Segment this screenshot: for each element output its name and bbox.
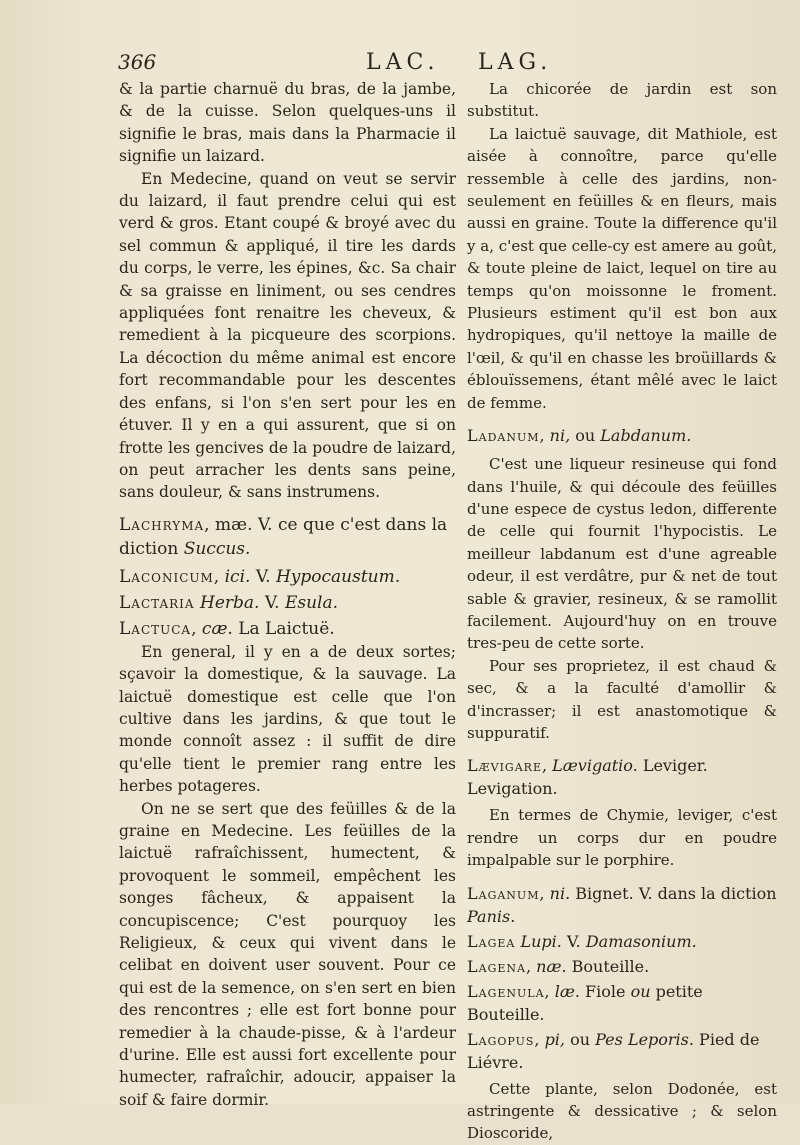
paragraph: La laictuë sauvage, dit Mathiole, est aisée à connoître, parce qu'elle ressemble à celle des jardins, non-seulement en feüilles & en fleurs, mais aussi en graine. Toute la difference qu'il y a, c'est que celle-cy est amere au goût, & toute pleine de laict, lequel on tire au temps qu'on moissonne le froment. Plusieurs estiment qu'il est bon aux hydropiques, qu'il nettoye la maille de l'œil, & qu'il en chasse les broüillards & éblouïssemens, étant mêlé avec le laict de femme. — [467, 124, 777, 412]
headword: Ladanum — [467, 426, 540, 446]
headword: Lævigare — [467, 756, 542, 776]
left-column — [119, 78, 456, 1111]
paragraph: En Medecine, quand on veut se servir du laizard, il faut prendre celui qui est verd & gros. Etant coupé & broyé avec du sel commun & appliqué, il tire les dards du corps, le verre, les épines, &c. Sa chair & sa graisse en liniment, ou ses cendres appliquées font renaitre les cheveux, & remedient à la picqueure des scorpions. La décoction du même animal est encore fort recommandable pour les descentes des enfans, si l'on s'en sert pour les en étuver. Il y en a qui assurent, que si on frotte les gencives de la poudre de laizard, on peut arracher les dents sans peine, sans douleur, & sans instrumens. — [119, 169, 456, 502]
entry-laevigare: Lævigare, Lævigatio. Leviger. Levigation. — [467, 756, 708, 799]
headword: Lagopus — [467, 1029, 535, 1049]
entry-lachryma: Lachryma, mæ. V. ce que c'est dans la diction Succus. — [119, 514, 448, 559]
paragraph: & la partie charnuë du bras, de la jambe, & de la cuisse. Selon quelques-uns il signifie le bras, mais dans la Pharmacie il signifie un laizard. — [119, 80, 456, 166]
headword: Lactuca — [119, 618, 192, 639]
page-number: 366 — [118, 50, 157, 74]
page-header — [0, 50, 800, 80]
headword: Lactaria — [119, 592, 195, 613]
entry-lactaria: Lactaria Herba. V. Esula. — [119, 592, 339, 613]
headword: Lagenula — [467, 981, 545, 1001]
paragraph: La chicorée de jardin est son substitut. — [467, 80, 777, 121]
paragraph: En general, il y en a de deux sortes; sçavoir la domestique, & la sauvage. La laictuë domestique est celle que l'on cultive dans les jardins, & que tout le monde connoît assez : il suffit de dire qu'elle tient le premier rang entre les herbes potageres. — [119, 642, 456, 796]
headword: Lachryma — [119, 514, 205, 535]
headword: Lagena — [467, 956, 526, 976]
entry-ladanum: Ladanum, ni, ou Labdanum. — [467, 426, 692, 446]
entry-lactuca: Lactuca, cæ. La Laictuë. — [119, 618, 335, 639]
headword: Lagea — [467, 931, 516, 951]
paragraph: Pour ses proprietez, il est chaud & sec, & a la faculté d'amollir & d'incrasser; il est anastomotique & suppuratif. — [467, 656, 777, 742]
entry-lagena: Lagena, næ. Bouteille. — [467, 956, 650, 976]
entry-lagenula: Lagenula, læ. Fiole ou petite Bouteille. — [467, 981, 703, 1024]
paragraph: Cette plante, selon Dodonée, est astringente & dessicative ; & selon Dioscoride, — [467, 1079, 777, 1143]
right-column — [467, 78, 777, 1145]
entry-lagea: Lagea Lupi. V. Damasonium. — [467, 931, 697, 951]
entry-lagopus: Lagopus, pi, ou Pes Leporis. Pied de Liévre. — [467, 1029, 760, 1072]
paragraph: On ne se sert que des feüilles & de la graine en Medecine. Les feüilles de la laictuë rafraîchissent, humectent, & provoquent le sommeil, empêchent les songes fâcheux, & appaisent la concupiscence; C'est pourquoy les Religieux, & ceux qui vivent dans le celibat en doivent user souvent. Pour ce qui est de la semence, on s'en sert en bien des rencontres ; elle est fort bonne pour remedier à la chaude-pisse, & à l'ardeur d'urine. Elle est aussi fort excellente pour humecter, rafraîchir, adoucir, appaiser la soif & faire dormir. — [119, 799, 456, 1109]
paragraph: C'est une liqueur resineuse qui fond dans l'huile, & qui découle des feüilles d'une espece de cystus ledon, differente de celle qui fournit l'hypocistis. Le meilleur labdanum est d'une agreable odeur, il est verdâtre, pur & net de tout sable & gravier, resineux, & se ramollit facilement. Aujourd'huy on en trouve tres-peu de cette sorte. — [467, 455, 777, 653]
entry-laganum: Laganum, ni. Bignet. V. dans la diction Panis. — [467, 883, 777, 926]
entry-laconicum: Laconicum, ici. V. Hypocaustum. — [119, 566, 401, 587]
paragraph: En termes de Chymie, leviger, c'est rendre un corps dur en poudre impalpable sur le porphire. — [467, 806, 777, 870]
running-head-right: LAG. — [478, 50, 553, 75]
headword: Laconicum — [119, 566, 214, 587]
headword: Laganum — [467, 883, 540, 903]
running-head-left: LAC. — [366, 50, 440, 75]
